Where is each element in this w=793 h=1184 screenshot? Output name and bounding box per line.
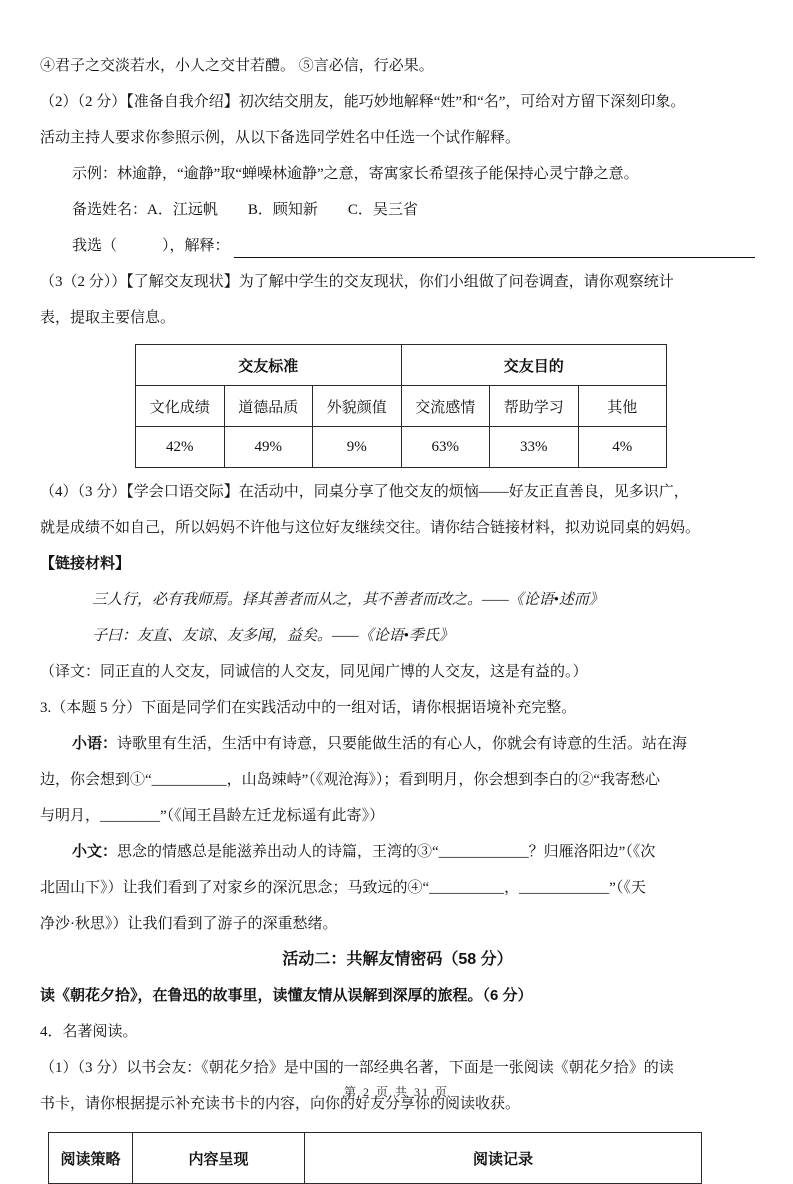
reading-card-table — [48, 1132, 702, 1184]
dialogue-line-xiaowen — [40, 834, 755, 870]
speaker-name-xiaoyu: 小语： — [72, 735, 118, 752]
stats-col-header: 其他 — [578, 386, 667, 427]
text-line-example: 示例：林逾静，“逾静”取“蝉噪林逾静”之意，寄寓家长希望孩子能保持心灵宁静之意。 — [72, 166, 639, 182]
stats-col-header: 交流感情 — [401, 386, 490, 427]
section-heading-activity2: 活动二：共解友情密码（58 分） — [282, 951, 513, 968]
reading-table-header-row — [49, 1133, 702, 1184]
stats-value: 4% — [578, 427, 667, 468]
stats-table-value-row — [136, 427, 667, 468]
text-line-q3-intro: （3（2 分））【了解交友现状】为了解中学生的交友现状，你们小组做了问卷调查，请你观察统计 — [40, 274, 674, 290]
text-line-q4-famous-works: 4．名著阅读。 — [40, 1024, 138, 1040]
text-line-q2-instruction: 活动主持人要求你参照示例，从以下备选同学姓名中任选一个试作解释。 — [40, 130, 521, 146]
stats-value: 42% — [136, 427, 225, 468]
text-line-q2-intro: （2）（2 分）【准备自我介绍】初次结交朋友，能巧妙地解释“姓”和“名”，可给对方留下深刻印象。 — [40, 94, 686, 110]
text-line-translation: （译文：同正直的人交友，同诚信的人交友，同见闻广博的人交友，这是有益的。） — [40, 664, 588, 680]
text-line-q3-intro-cont: 表，提取主要信息。 — [40, 310, 176, 326]
linked-material-heading: 【链接材料】 — [40, 555, 131, 572]
answer-line-label: 我选（ ），解释： — [72, 238, 230, 254]
answer-blank-line — [234, 231, 755, 258]
stats-value: 33% — [490, 427, 579, 468]
text-line-name-options: 备选姓名：A．江远帆 B．顾知新 C．吴三省 — [72, 202, 418, 218]
text-line-q4-intro: （4）（3 分）【学会口语交际】在活动中，同桌分享了他交友的烦恼——好友正直善良，见多识广， — [40, 484, 689, 500]
stats-col-header: 道德品质 — [224, 386, 313, 427]
dialogue-line-xiaoyu — [40, 726, 755, 762]
dialogue-line-cont: 净沙·秋思》）让我们看到了游子的深重愁绪。 — [40, 916, 338, 932]
page-footer: 第 2 页 共 31 页 — [343, 1085, 449, 1099]
reading-col-strategy: 阅读策略 — [49, 1133, 133, 1184]
dialogue-text: 诗歌里有生活，生活中有诗意，只要能做生活的有心人，你就会有诗意的生活。站在海 — [117, 736, 688, 752]
quote-line-lunyu-jishi: 子曰：友直、友谅、友多闻，益矣。——《论语•季氏》 — [92, 628, 454, 644]
text-line-q3-dialogue-intro: 3.（本题 5 分）下面是同学们在实践活动中的一组对话，请你根据语境补充完整。 — [40, 700, 577, 716]
reading-col-content: 内容呈现 — [133, 1133, 305, 1184]
dialogue-line-cont: 与明月，________”（《闻王昌龄左迁龙标遥有此寄》） — [40, 808, 385, 824]
stats-value: 49% — [224, 427, 313, 468]
stats-col-header: 外貌颜值 — [313, 386, 402, 427]
text-line-proverbs: ④君子之交淡若水，小人之交甘若醴。 ⑤言必信，行必果。 — [40, 58, 434, 74]
dialogue-line-cont: 边，你会想到①“__________，山岛竦峙”（《观沧海》）；看到明月，你会想到李白的②“我寄愁心 — [40, 772, 660, 788]
stats-table-group-row — [136, 345, 667, 386]
stats-col-header: 文化成绩 — [136, 386, 225, 427]
stats-group-standard: 交友标准 — [136, 345, 402, 386]
stats-table — [135, 344, 667, 468]
stats-value: 9% — [313, 427, 402, 468]
quote-line-lunyu-shuer: 三人行，必有我师焉。择其善者而从之，其不善者而改之。——《论语•述而》 — [92, 592, 604, 608]
dialogue-line-cont: 北固山下》）让我们看到了对家乡的深沉思念；马致远的④“__________，____________”（《天 — [40, 880, 646, 896]
text-line-q4-intro-cont: 就是成绩不如自己，所以妈妈不许他与这位好友继续交往。请你结合链接材料，拟劝说同桌的妈妈。 — [40, 520, 701, 536]
text-line-q4-1-intro-cont: 书卡，请你根据提示补充读书卡的内容，向你的好友分享你的阅读收获。 — [40, 1096, 521, 1112]
stats-col-header: 帮助学习 — [490, 386, 579, 427]
text-line-q4-1-intro: （1）（3 分）以书会友：《朝花夕拾》是中国的一部经典名著，下面是一张阅读《朝花夕拾》的读 — [40, 1060, 674, 1076]
answer-line — [40, 228, 755, 264]
reading-col-record: 阅读记录 — [305, 1133, 702, 1184]
activity2-subtitle: 读《朝花夕拾》，在鲁迅的故事里，读懂友情从误解到深厚的旅程。（6 分） — [40, 987, 533, 1004]
stats-table-header-row — [136, 386, 667, 427]
stats-group-purpose: 交友目的 — [401, 345, 667, 386]
speaker-name-xiaowen: 小文： — [72, 843, 118, 860]
stats-value: 63% — [401, 427, 490, 468]
dialogue-text: 思念的情感总是能滋养出动人的诗篇，王湾的③“____________？归雁洛阳边”（《次 — [117, 844, 656, 860]
